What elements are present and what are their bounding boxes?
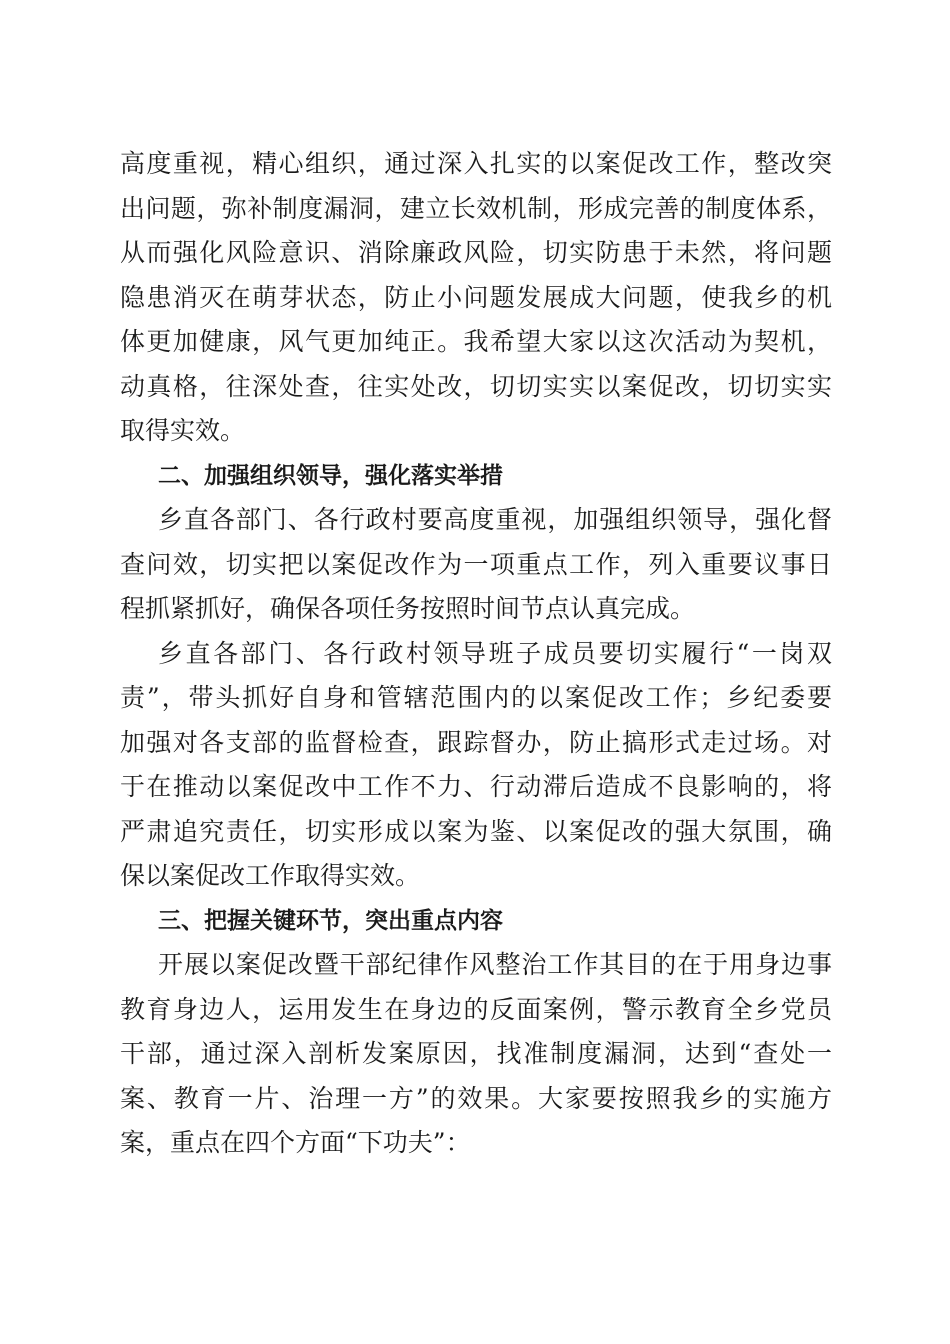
paragraph-4-line-1: 开展以案促改暨干部纪律作风整治工作其目的在于用身边事 [158, 950, 832, 979]
paragraph-1-line-2: 出问题，弥补制度漏洞，建立长效机制，形成完善的制度体系， [120, 194, 832, 223]
paragraph-3-line-1: 乡直各部门、各行政村领导班子成员要切实履行“一岗双 [158, 639, 832, 668]
paragraph-3-line-3: 加强对各支部的监督检查，跟踪督办，防止搞形式走过场。对 [120, 728, 832, 757]
paragraph-1-line-1: 高度重视，精心组织，通过深入扎实的以案促改工作，整改突 [120, 149, 832, 178]
paragraph-4-line-4: 案、教育一片、治理一方”的效果。大家要按照我乡的实施方 [120, 1084, 832, 1113]
paragraph-3-line-2: 责”，带头抓好自身和管辖范围内的以案促改工作；乡纪委要 [120, 683, 832, 712]
paragraph-4-line-3: 干部，通过深入剖析发案原因，找准制度漏洞，达到“查处一 [120, 1039, 832, 1068]
paragraph-2-line-1: 乡直各部门、各行政村要高度重视，加强组织领导，强化督 [158, 505, 832, 534]
paragraph-2-line-3: 程抓紧抓好，确保各项任务按照时间节点认真完成。 [120, 594, 696, 623]
paragraph-2-line-2: 查问效，切实把以案促改作为一项重点工作，列入重要议事日 [120, 550, 832, 579]
paragraph-3-line-6: 保以案促改工作取得实效。 [120, 861, 421, 890]
paragraph-1-line-7: 取得实效。 [120, 416, 246, 445]
paragraph-1-line-3: 从而强化风险意识、消除廉政风险，切实防患于未然，将问题 [120, 238, 832, 267]
paragraph-3-line-5: 严肃追究责任，切实形成以案为鉴、以案促改的强大氛围，确 [120, 817, 832, 846]
section-heading-2: 二、加强组织领导，强化落实举措 [158, 463, 503, 489]
paragraph-1-line-6: 动真格，往深处查，往实处改，切切实实以案促改，切切实实 [120, 372, 832, 401]
paragraph-1-line-5: 体更加健康，风气更加纯正。我希望大家以这次活动为契机， [120, 327, 832, 356]
section-heading-3: 三、把握关键环节，突出重点内容 [158, 908, 503, 934]
paragraph-4-line-2: 教育身边人，运用发生在身边的反面案例，警示教育全乡党员 [120, 995, 832, 1024]
paragraph-3-line-4: 于在推动以案促改中工作不力、行动滞后造成不良影响的，将 [120, 772, 832, 801]
paragraph-1-line-4: 隐患消灭在萌芽状态，防止小问题发展成大问题，使我乡的机 [120, 283, 832, 312]
paragraph-4-line-5: 案，重点在四个方面“下功夫”： [120, 1128, 471, 1157]
